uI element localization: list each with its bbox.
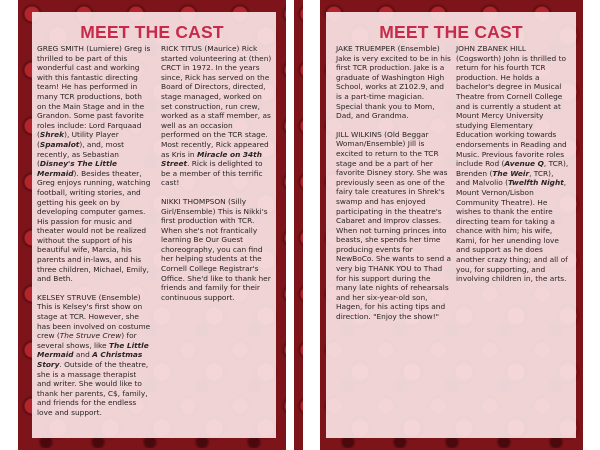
show-title-text: The Struve Crew: [59, 331, 122, 341]
bio-text: ), and, most recently, as Sebastian (: [37, 139, 124, 169]
show-title-text: The Little Mermaid: [37, 340, 149, 360]
bio-text: JILL WILKINS (Old Beggar Woman/Ensemble) Jill is excited to return to the TCR stage and be a part of her favorite Disney story. She was previously seen as one of the fairy tale creatures in Shrek's swamp and has enjoyed participating in the theatre's Cabaret and Improv classes. When not turning princes into beasts, she spends her time producing events for NewBoCo. She wants to send a very big THANK YOU to Thad for his support during the many late nights of rehearsals and her six-year-old son, Hagen, for his acting tips and direction. "Enjoy the show!": [336, 129, 452, 322]
bio-text: , Mount Vernon/Lisbon Community Theatre). He wishes to thank the entire directing team for taking a chance with him; his wife, Kami, for her unending love and support as he does another crazy thing; and all of you, for supporting, and involving children in, the arts.: [456, 178, 568, 284]
cast-bio: [336, 130, 451, 322]
show-title-text: Spamalot: [39, 139, 80, 149]
right-column-1: [336, 44, 451, 331]
bio-text: ). Besides theater, Greg enjoys running, watching football, writing stories, and getting his geek on by developing computer games. His passion for music and theater would not be realized without the support of his beautiful wife, Marcia, his parents and in-laws, and his three children, Michael, Emily, and Beth.: [37, 168, 151, 284]
bio-text: NIKKI THOMPSON (Silly Girl/Ensemble) This is Nikki's first production with TCR. When she's not frantically learning Be Our Guest choreography, you can find her helping students at the Cornell College Registrar's Office. She'd like to thank her friends and family for their continuous support.: [161, 196, 271, 302]
bio-text: . Rick is delighted to be a member of this terrific cast!: [161, 159, 263, 188]
bio-text: . Outside of the theatre, she is a massage therapist and writer. She would like to thank her parents, C$, family, and friends for the endless love and support.: [37, 360, 149, 417]
bio-text: ), Utility Player (: [37, 130, 119, 149]
bio-text: KELSEY STRUVE (Ensemble) This is Kelsey's first show on stage at TCR. However, she has been involved on costume crew (: [37, 292, 151, 341]
left-page-title: MEET THE CAST: [80, 22, 224, 42]
show-title-text: Disney's The Little Mermaid: [37, 159, 118, 178]
bio-text: ) for several shows, like: [37, 331, 137, 350]
cast-bio: [37, 44, 152, 284]
show-title-text: Shrek: [39, 130, 65, 140]
cast-bio: [456, 44, 569, 284]
bio-text: RICK TITUS (Maurice) Rick started volunteering at (then) CRCT in 1972. In the years since, Rick has served on the Board of Directors, directed, stage managed, worked on set construction, run crew, worked as a staff member, as well as an occasion performed on the TCR stage. Most recently, Rick appeared as Kris in: [161, 44, 272, 159]
show-title-text: Avenue Q: [504, 159, 544, 169]
show-title-text: Miracle on 34th Street: [161, 149, 262, 169]
cast-bio: [161, 197, 273, 303]
right-column-2: [456, 44, 569, 293]
bio-text: and: [73, 350, 93, 360]
bio-text: , TCR), Brenden (: [456, 159, 569, 178]
right-page-title: MEET THE CAST: [379, 22, 523, 42]
cast-bio: [161, 44, 273, 188]
bio-text: GREG SMITH (Lumiere) Greg is thrilled to be part of this wonderful cast and working with this fantastic directing team! He has performed in many TCR productions, both on the Main Stage and in the Grandon. Some past favorite roles include: Lord Farquaad (: [37, 44, 151, 140]
cast-bio: [336, 44, 451, 121]
left-column-1: [37, 44, 152, 427]
left-column-2: [161, 44, 273, 311]
show-title-text: A Christmas Story: [37, 350, 143, 369]
show-title-text: Twelfth Night: [507, 178, 564, 188]
bio-text: JAKE TRUEMPER (Ensemble) Jake is very excited to be in his first TCR production. Jake is a graduate of Washington High School, works at Z102.9, and is a part-time magician. Special thank you to Mom, Dad, and Grandma.: [336, 44, 451, 121]
page-edge-strip: [294, 0, 303, 450]
bio-text: JOHN ZBANEK HILL (Cogsworth) John is thrilled to return for his fourth TCR production. He holds a bachelor's degree in Musical Theatre from Cornell College and is currently a student at Mount Mercy University studying Elementary Education working towards endorsements in Reading and Music. Previous favorite roles include Rod (: [456, 44, 567, 169]
cast-bio: [37, 293, 152, 418]
show-title-text: The Weir: [492, 168, 530, 178]
bio-text: , TCR), and Malvolio (: [456, 168, 554, 188]
